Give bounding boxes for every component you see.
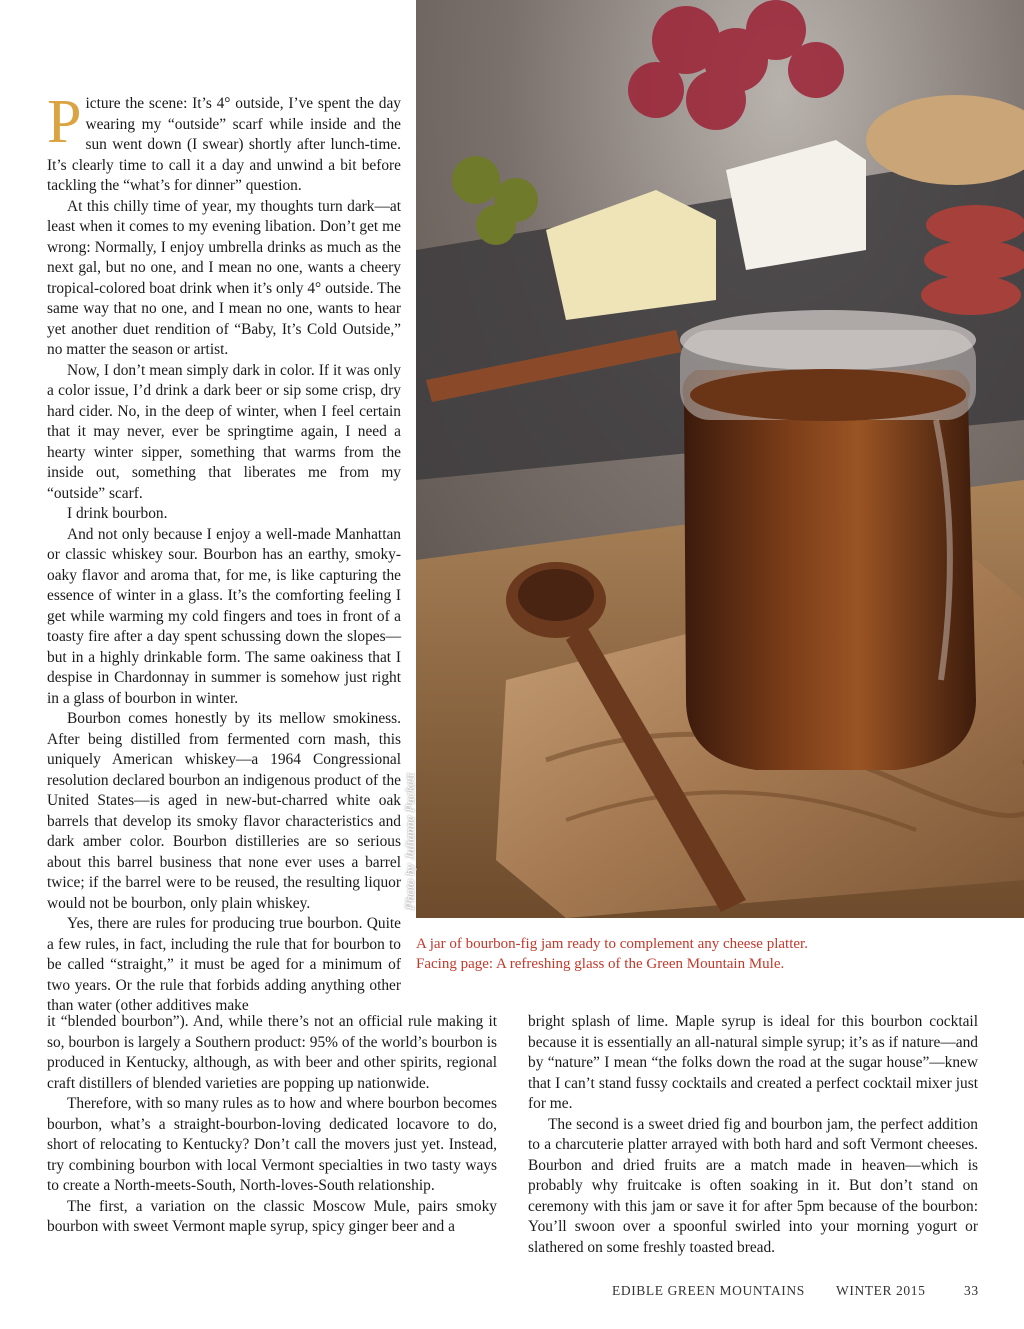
article-paragraph: bright splash of lime. Maple syrup is ideal for this bourbon cocktail because it is essentially an all-natural simple syrup; it’s as if nature—and by “nature” I mean “the folks down the road at the sugar house”—knew that I can’t stand fussy cocktails and created a perfect cocktail mixer just for me. — [528, 1013, 978, 1112]
jam-jar-illustration — [416, 0, 1024, 918]
article-paragraph: Yes, there are rules for producing true bourbon. Quite a few rules, in fact, including the rule that for bourbon to be called “straight,” it must be aged for a minimum of two years. Or the rule that forbids adding anything other than water (other additives make — [47, 915, 401, 1014]
photo-caption — [416, 934, 936, 974]
photo-credit: Photo by Julianne Puckett — [402, 773, 417, 910]
page-number: 33 — [964, 1283, 979, 1298]
article-paragraph: And not only because I enjoy a well-made Manhattan or classic whiskey sour. Bourbon has an earthy, smoky-oaky flavor and aroma that, for me, is like capturing the essence of winter in a glass. It’s the comforting feeling I get while warming my cold fingers and toes in front of a toasty fire after a day spent schussing down the slopes—but in a highly drinkable form. The same oakiness that I despise in Chardonnay in summer is somehow just right in a glass of bourbon in winter. — [47, 525, 401, 707]
page-footer — [612, 1283, 982, 1303]
article-column-bottom-left — [47, 1012, 497, 1238]
caption-line: Facing page: A refreshing glass of the Green Mountain Mule. — [416, 956, 785, 972]
article-paragraph: Now, I don’t mean simply dark in color. If it was only a color issue, I’d drink a dark beer or sip some crisp, dry hard cider. No, in the deep of winter, when I feel certain that it may never, ever be springtime again, I need a hearty winter sipper, something that warms from the inside out, something that liberates me from my “outside” scarf. — [47, 361, 401, 502]
bourbon-fig-jam-photo — [416, 0, 1024, 918]
article-paragraph: Therefore, with so many rules as to how and where bourbon becomes bourbon, what’s a straight-bourbon-loving dedicated locavore to do, short of relocating to Kentucky? Don’t call the movers just yet. Instead, try combining bourbon with local Vermont specialties in two tasty ways to create a North-meets-South, North-loves-South relationship. — [47, 1095, 497, 1194]
article-column-left — [47, 88, 401, 1017]
article-paragraph: I drink bourbon. — [67, 505, 168, 522]
caption-line: A jar of bourbon-fig jam ready to complement any cheese platter. — [416, 936, 808, 952]
article-paragraph: Bourbon comes honestly by its mellow smokiness. After being distilled from fermented corn mash, this uniquely American whiskey—a 1964 Congressional resolution declared bourbon an indigenous product of the United States—is aged in new-but-charred white oak barrels that develop its smoky flavor characteristics and dark amber color. Bourbon distilleries are so serious about this barrel business that none ever uses a barrel twice; if the barrel were to be reused, the resulting liquor would not be bourbon, only plain whiskey. — [47, 710, 401, 912]
article-column-bottom-right — [528, 1012, 978, 1258]
article-paragraph: The first, a variation on the classic Moscow Mule, pairs smoky bourbon with sweet Vermont maple syrup, spicy ginger beer and a — [47, 1197, 497, 1235]
article-paragraph: The second is a sweet dried fig and bourbon jam, the perfect addition to a charcuterie platter arrayed with both hard and soft Vermont cheeses. Bourbon and dried fruits are a match made in heaven—which is probably why fruitcake is often soaking in it. But don’t stand on ceremony with this jam or save it for after 5pm because of the bourbon: You’ll swoon over a spoonful swirled into your morning yogurt or slathered on some freshly toasted bread. — [528, 1115, 978, 1256]
issue-label: WINTER 2015 — [836, 1283, 926, 1298]
paragraph-text: icture the scene: It’s 4° outside, I’ve spent the day wearing my “outside” scarf while inside and the sun went down (I swear) shortly after lunch-time. It’s clearly time to call it a day and unwind a bit before tackling the “what’s for dinner” question. — [47, 95, 401, 194]
article-paragraph: At this chilly time of year, my thoughts turn dark—at least when it comes to my evening libation. Don’t get me wrong: Normally, I enjoy umbrella drinks as much as the next gal, but no one, and I mean no one, wants a cheery tropical-colored boat drink when it’s only 4° outside. The same way that no one, and I mean no one, wants to hear yet another duet rendition of “Baby, It’s Cold Outside,” no matter the season or artist. — [47, 197, 401, 358]
publication-name: EDIBLE GREEN MOUNTAINS — [612, 1283, 805, 1298]
article-paragraph: it “blended bourbon”). And, while there’s not an official rule making it so, bourbon is largely a Southern product: 95% of the world’s bourbon is produced in Kentucky, although, as with beer and other spirits, regional craft distillers of blended varieties are popping up nationwide. — [47, 1013, 497, 1092]
article-paragraph — [47, 88, 401, 197]
drop-cap: P — [47, 88, 82, 156]
